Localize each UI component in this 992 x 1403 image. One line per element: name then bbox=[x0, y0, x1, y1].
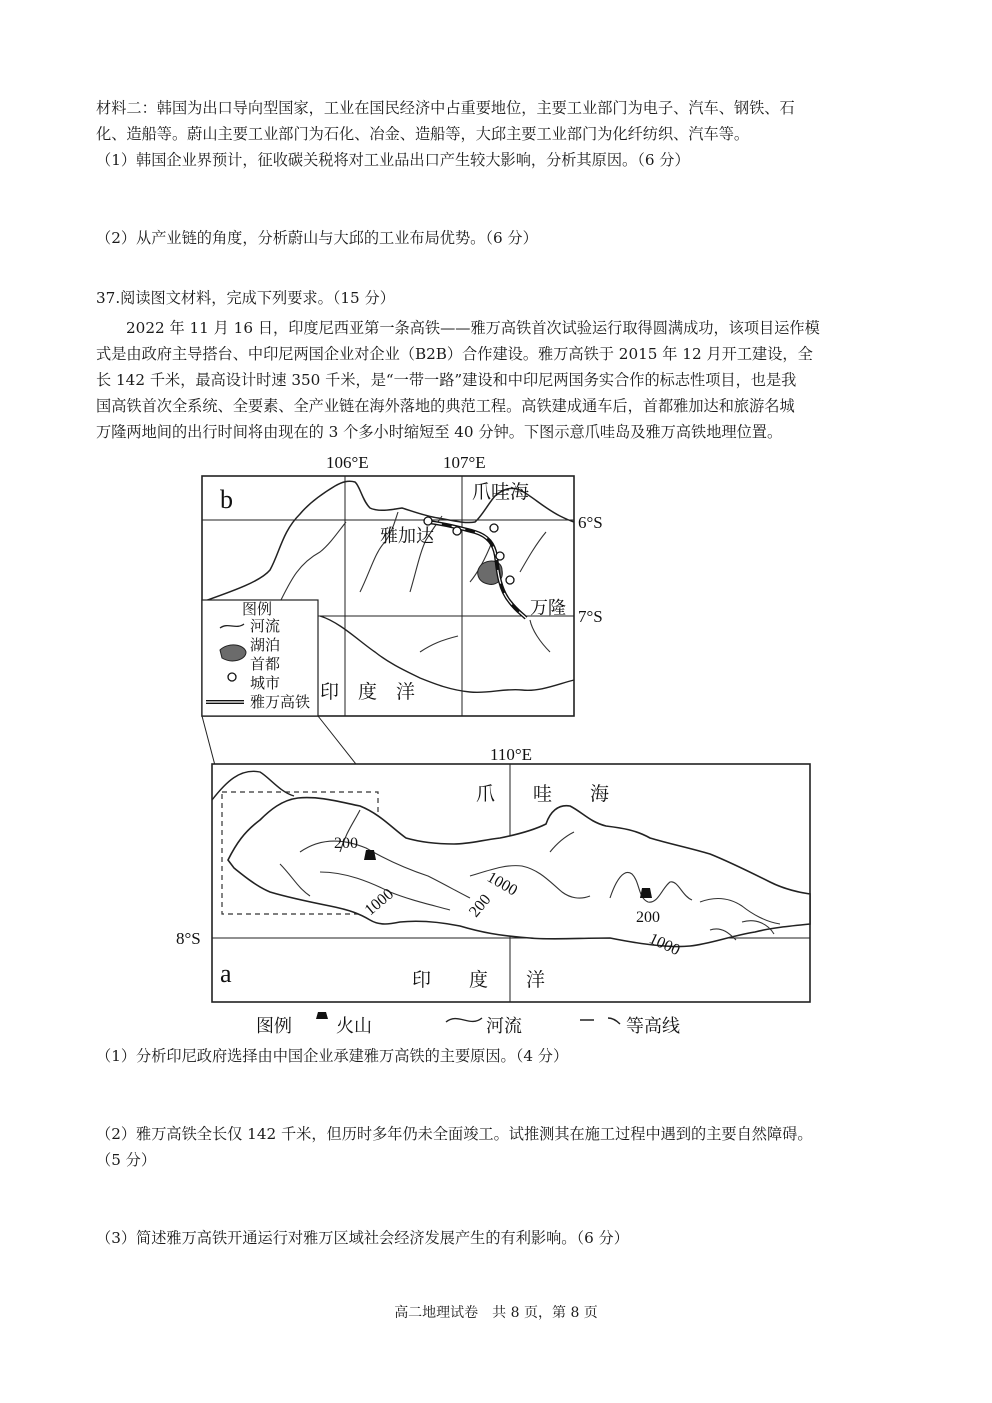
map-b-lat-7: 7°S bbox=[578, 607, 603, 626]
map-b-lon-107: 107°E bbox=[443, 453, 486, 472]
map-b-city-label: 万隆 bbox=[530, 598, 566, 618]
question-37-para-line: 国高铁首次全系统、全要素、全产业链在海外落地的典范工程。高铁建成通车后，首都雅加达和旅游名城 bbox=[96, 397, 795, 415]
city-marker bbox=[506, 576, 514, 584]
question-37-para-line: 2022 年 11 月 16 日，印度尼西亚第一条高铁——雅万高铁首次试验运行取得圆满成功，该项目运作模 bbox=[126, 319, 820, 337]
map-b-lon-106: 106°E bbox=[326, 453, 369, 472]
question-37-para-line: 万隆两地间的出行时间将由现在的 3 个多小时缩短至 40 分钟。下图示意爪哇岛及雅万高铁地理位置。 bbox=[96, 423, 783, 441]
material2-line1: 材料二：韩国为出口导向型国家，工业在国民经济中占重要地位，主要工业部门为电子、汽车、钢铁、石 bbox=[96, 99, 795, 117]
map-a-lat-8: 8°S bbox=[176, 929, 201, 948]
map-a-ocean-label: 印 度 洋 bbox=[412, 970, 546, 991]
question-37-para-line: 长 142 千米，最高设计时速 350 千米，是“一带一路”建设和中印尼两国务实合作的标志性项目，也是我 bbox=[96, 371, 797, 389]
map-b-legend-title: 图例 bbox=[242, 602, 273, 618]
map-a-legend-contour: 等高线 bbox=[626, 1016, 680, 1036]
map-b-legend-city: 城市 bbox=[250, 676, 281, 692]
java-map-figure bbox=[170, 452, 822, 1042]
question-37-1: （1）分析印尼政府选择由中国企业承建雅万高铁的主要原因。（4 分） bbox=[96, 1047, 569, 1065]
question-36-2: （2）从产业链的角度，分析蔚山与大邱的工业布局优势。（6 分） bbox=[96, 229, 538, 247]
question-37-title: 37.阅读图文材料，完成下列要求。（15 分） bbox=[96, 289, 395, 307]
volcano-icon bbox=[364, 850, 376, 860]
map-a-lon-110: 110°E bbox=[490, 745, 533, 764]
contour-label: 1000 bbox=[361, 885, 398, 920]
legend-river-icon bbox=[446, 1018, 482, 1022]
map-a-legend-river: 河流 bbox=[486, 1016, 522, 1036]
map-b-legend-capital: 首都 bbox=[250, 657, 281, 673]
map-b bbox=[202, 453, 603, 716]
legend-lake-icon bbox=[220, 645, 246, 661]
map-a-sea-label: 爪 哇 海 bbox=[476, 784, 610, 805]
legend-city-icon bbox=[228, 673, 236, 681]
map-a-panel-label: a bbox=[220, 959, 232, 988]
map-b-lat-6: 6°S bbox=[578, 513, 603, 532]
map-b-sea-label: 爪哇海 bbox=[472, 482, 530, 503]
question-37-para-line: 式是由政府主导搭台、中印尼两国企业对企业（B2B）合作建设。雅万高铁于 2015 年 12 月开工建设，全 bbox=[96, 345, 813, 363]
question-37-2-line2: （5 分） bbox=[96, 1151, 157, 1169]
volcano-icon bbox=[640, 888, 652, 898]
capital-marker bbox=[424, 517, 432, 525]
question-37-3: （3）简述雅万高铁开通运行对雅万区域社会经济发展产生的有利影响。（6 分） bbox=[96, 1229, 629, 1247]
contour-label: 200 bbox=[334, 835, 358, 852]
city-marker bbox=[496, 552, 504, 560]
contour-label: 1000 bbox=[646, 930, 683, 960]
legend-contour-icon bbox=[580, 1018, 620, 1024]
page-footer: 高二地理试卷 共 8 页，第 8 页 bbox=[394, 1305, 598, 1321]
map-b-capital-label: 雅加达 bbox=[380, 526, 434, 546]
contour-label: 200 bbox=[466, 891, 495, 921]
map-b-legend-river: 河流 bbox=[250, 619, 281, 635]
map-b-panel-label: b bbox=[220, 485, 233, 514]
map-a bbox=[176, 745, 810, 1036]
material2-line2: 化、造船等。蔚山主要工业部门为石化、冶金、造船等，大邱主要工业部门为化纤纺织、汽车等。 bbox=[96, 125, 750, 143]
legend-volcano-icon bbox=[316, 1012, 328, 1019]
map-b-legend-lake: 湖泊 bbox=[250, 638, 281, 654]
city-marker bbox=[490, 524, 498, 532]
contour-label: 1000 bbox=[484, 868, 521, 900]
map-a-legend-volcano: 火山 bbox=[336, 1016, 372, 1036]
question-37-2-line1: （2）雅万高铁全长仅 142 千米，但历时多年仍未全面竣工。试推测其在施工过程中遇到的主要自然障碍。 bbox=[96, 1125, 813, 1143]
map-b-ocean-label: 印 度 洋 bbox=[320, 682, 416, 703]
map-b-legend-railway: 雅万高铁 bbox=[250, 695, 311, 711]
map-svg bbox=[170, 452, 822, 1042]
city-marker bbox=[453, 527, 461, 535]
contour-label: 200 bbox=[636, 909, 660, 926]
map-a-legend-title: 图例 bbox=[256, 1016, 292, 1036]
question-36-1: （1）韩国企业界预计，征收碳关税将对工业品出口产生较大影响，分析其原因。（6 分） bbox=[96, 151, 690, 169]
